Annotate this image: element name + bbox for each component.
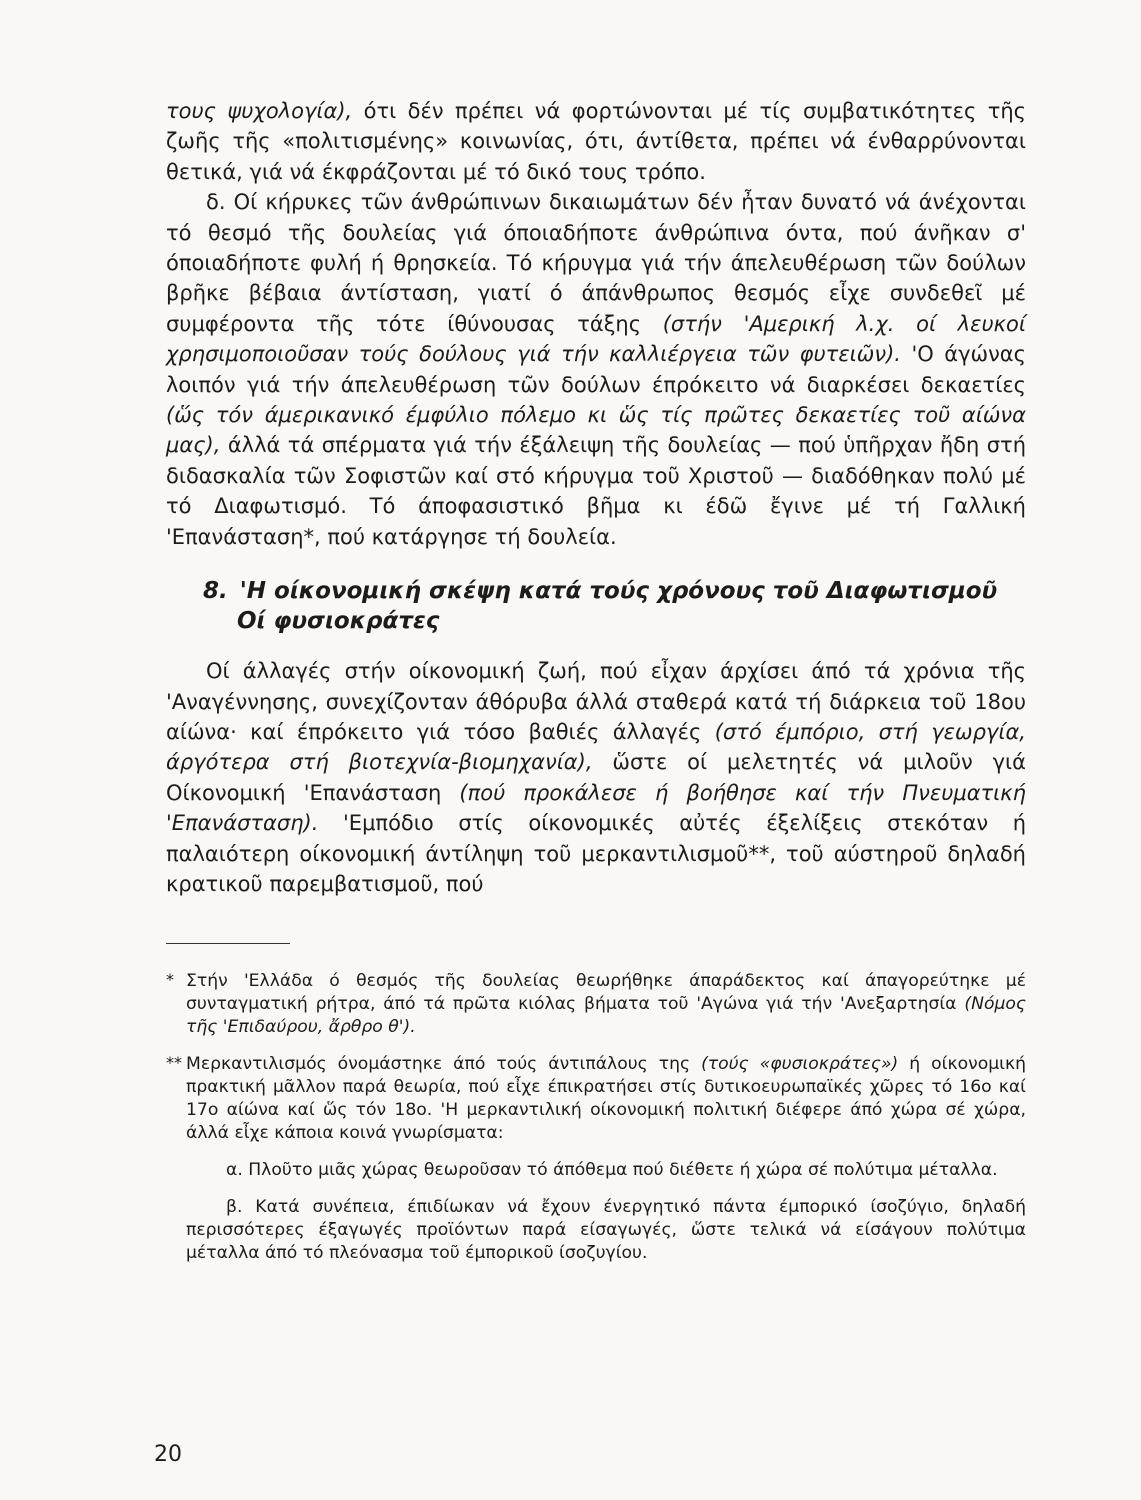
section-subtitle: Οί φυσιοκράτες: [237, 608, 440, 635]
section-number: 8.: [203, 578, 228, 605]
paragraph-1-text: ότι δέν πρέπει νά φορτώνονται μέ τίς συμβατικότητες τῆς ζωῆς τῆς «πολιτισμένης» κοινωνίας, ότι, άντίθετα, πρέπει νά ένθαρρύνονται θετικά, γιά νά έκφράζονται μέ τό δικό τους τρόπο.: [166, 99, 1026, 184]
paragraph-1-italic: τους ψυχολογία),: [166, 99, 353, 123]
paragraph-3-text-3: 'Εμπόδιο στίς οίκονομικές αὐτές έξελίξεις στεκόταν ή παλαιότερη οίκονομική άντίληψη τοῦ μερκαντιλισμοῦ**, τοῦ αύστηροῦ δηλαδή κρατικοῦ παρεμβατισμοῦ, πού: [166, 811, 1026, 896]
paragraph-2-text-3: άλλά τά σπέρματα γιά τήν έξάλειψη τῆς δουλείας — πού ὑπῆρχαν ἤδη στή διδασκαλία τῶν Σοφιστῶν καί στό κήρυγμα τοῦ Χριστοῦ — διαδόθηκαν πολύ μέ τό Διαφωτισμό. Τό άποφασιστικό βῆμα κι έδῶ ἔγινε μέ τή Γαλλική 'Επανάσταση*, πού κατάργησε τή δουλεία.: [166, 433, 1026, 549]
paragraph-2-text-1: δ. Οί κήρυκες τῶν άνθρώπινων δικαιωμάτων δέν ἦταν δυνατό νά άνέχονται τό θεσμό τῆς δουλείας γιά όποιαδήποτε άνθρώπινα όντα, πού άνῆκαν σ' όποιαδήποτε φυλή ή θρησκεία. Τό κήρυγμα γιά τήν άπελευθέρωση τῶν δούλων βρῆκε βέβαια άντίσταση, γιατί ό άπάνθρωπος θεσμός εἶχε συνδεθεῖ μέ συμφέροντα τῆς τότε ίθύνουσας τάξης: [166, 190, 1026, 336]
paragraph-3-text-1: Οί άλλαγές στήν οίκονομική ζωή, πού εἶχαν άρχίσει άπό τά χρόνια τῆς 'Αναγέννησης, συνεχίζονταν άθόρυβα άλλά σταθερά κατά τή διάρκεια τοῦ 18ου αίώνα· καί έπρόκειτο γιά τόσο βαθιές άλλαγές: [166, 659, 1026, 744]
paragraph-3: [166, 656, 1026, 899]
paragraph-2-text-2: 'Ο άγώνας λοιπόν γιά τήν άπελευθέρωση τῶν δούλων έπρόκειτο νά διαρκέσει δεκαετίες: [166, 342, 1026, 397]
footnote-2-italic: (τούς «φυσιοκράτες»): [701, 1054, 899, 1075]
footnote-1-mark: *: [166, 970, 174, 990]
footnote-2-mark: **: [166, 1053, 182, 1073]
paragraph-3-italic-2: (πού προκάλεσε ή βοήθησε καί τήν Πνευματική 'Επανάσταση).: [166, 780, 1026, 836]
paragraph-3-text-2: ὥστε οί μελετητές νά μιλοῦν γιά Οίκονομική 'Επανάσταση: [166, 750, 1027, 805]
section-title: 'Η οίκονομική σκέψη κατά τούς χρόνους τοῦ Διαφωτισμοῦ: [239, 578, 998, 605]
paragraph-2-italic-2: (ὥς τόν άμερικανικό έμφύλιο πόλεμο κι ὥς τίς πρῶτες δεκαετίες τοῦ αίώνα μας),: [166, 403, 1026, 458]
footnote-1: [166, 970, 1026, 1039]
page-content: [166, 96, 1026, 1279]
footnote-divider: [166, 943, 290, 944]
footnote-2-text-1: Μερκαντιλισμός όνομάστηκε άπό τούς άντιπάλους της: [186, 1054, 702, 1075]
page-number: 20: [154, 1442, 182, 1467]
footnote-2-text-2: ή οίκονομική πρακτική μᾶλλον παρά θεωρία, πού εἶχε έπικρατήσει στίς δυτικοευρωπαϊκές χῶρες τό 16ο καί 17ο αίώνα καί ὥς τόν 18ο. 'Η μερκαντιλική οίκονομική πολιτική διέφερε άπό χώρα σέ χώρα, άλλά εἶχε κάποια κοινά γνωρίσματα:: [186, 1054, 1027, 1144]
footnote-1-text: Στήν 'Ελλάδα ό θεσμός τῆς δουλείας θεωρήθηκε άπαράδεκτος καί άπαγορεύτηκε μέ συνταγματική ρήτρα, άπό τά πρῶτα κιόλας βήματα τοῦ 'Αγώνα γιά τήν 'Ανεξαρτησία: [186, 971, 1026, 1015]
paragraph-1: [166, 96, 1026, 187]
footnote-1-italic: (Νόμος τῆς 'Επιδαύρου, ἄρθρο θ').: [186, 994, 1026, 1038]
footnote-2-item-b: β. Κατά συνέπεια, έπιδίωκαν νά ἔχουν ένεργητικό πάντα έμπορικό ίσοζύγιο, δηλαδή περισσότερες έξαγωγές προϊόντων παρά είσαγωγές, ὥστε τελικά νά είσάγουν πολύτιμα μέταλλα άπό τό πλεόνασμα τοῦ έμπορικοῦ ίσοζυγίου.: [186, 1197, 1026, 1264]
paragraph-2: [166, 187, 1026, 552]
footnote-2-item-a: α. Πλοῦτο μιᾶς χώρας θεωροῦσαν τό άπόθεμα πού διέθετε ή χώρα σέ πολύτιμα μέταλλα.: [226, 1160, 998, 1181]
paragraph-3-italic-1: (στό έμπόριο, στή γεωργία, άργότερα στή βιοτεχνία-βιομηχανία),: [166, 719, 1026, 775]
paragraph-2-italic-1: (στήν 'Αμερική λ.χ. οί λευκοί χρησιμοποιοῦσαν τούς δούλους γιά τήν καλλιέργεια τῶν φυτειῶν).: [166, 311, 1027, 367]
footnote-2: [166, 1053, 1026, 1145]
section-heading: [203, 576, 1026, 636]
